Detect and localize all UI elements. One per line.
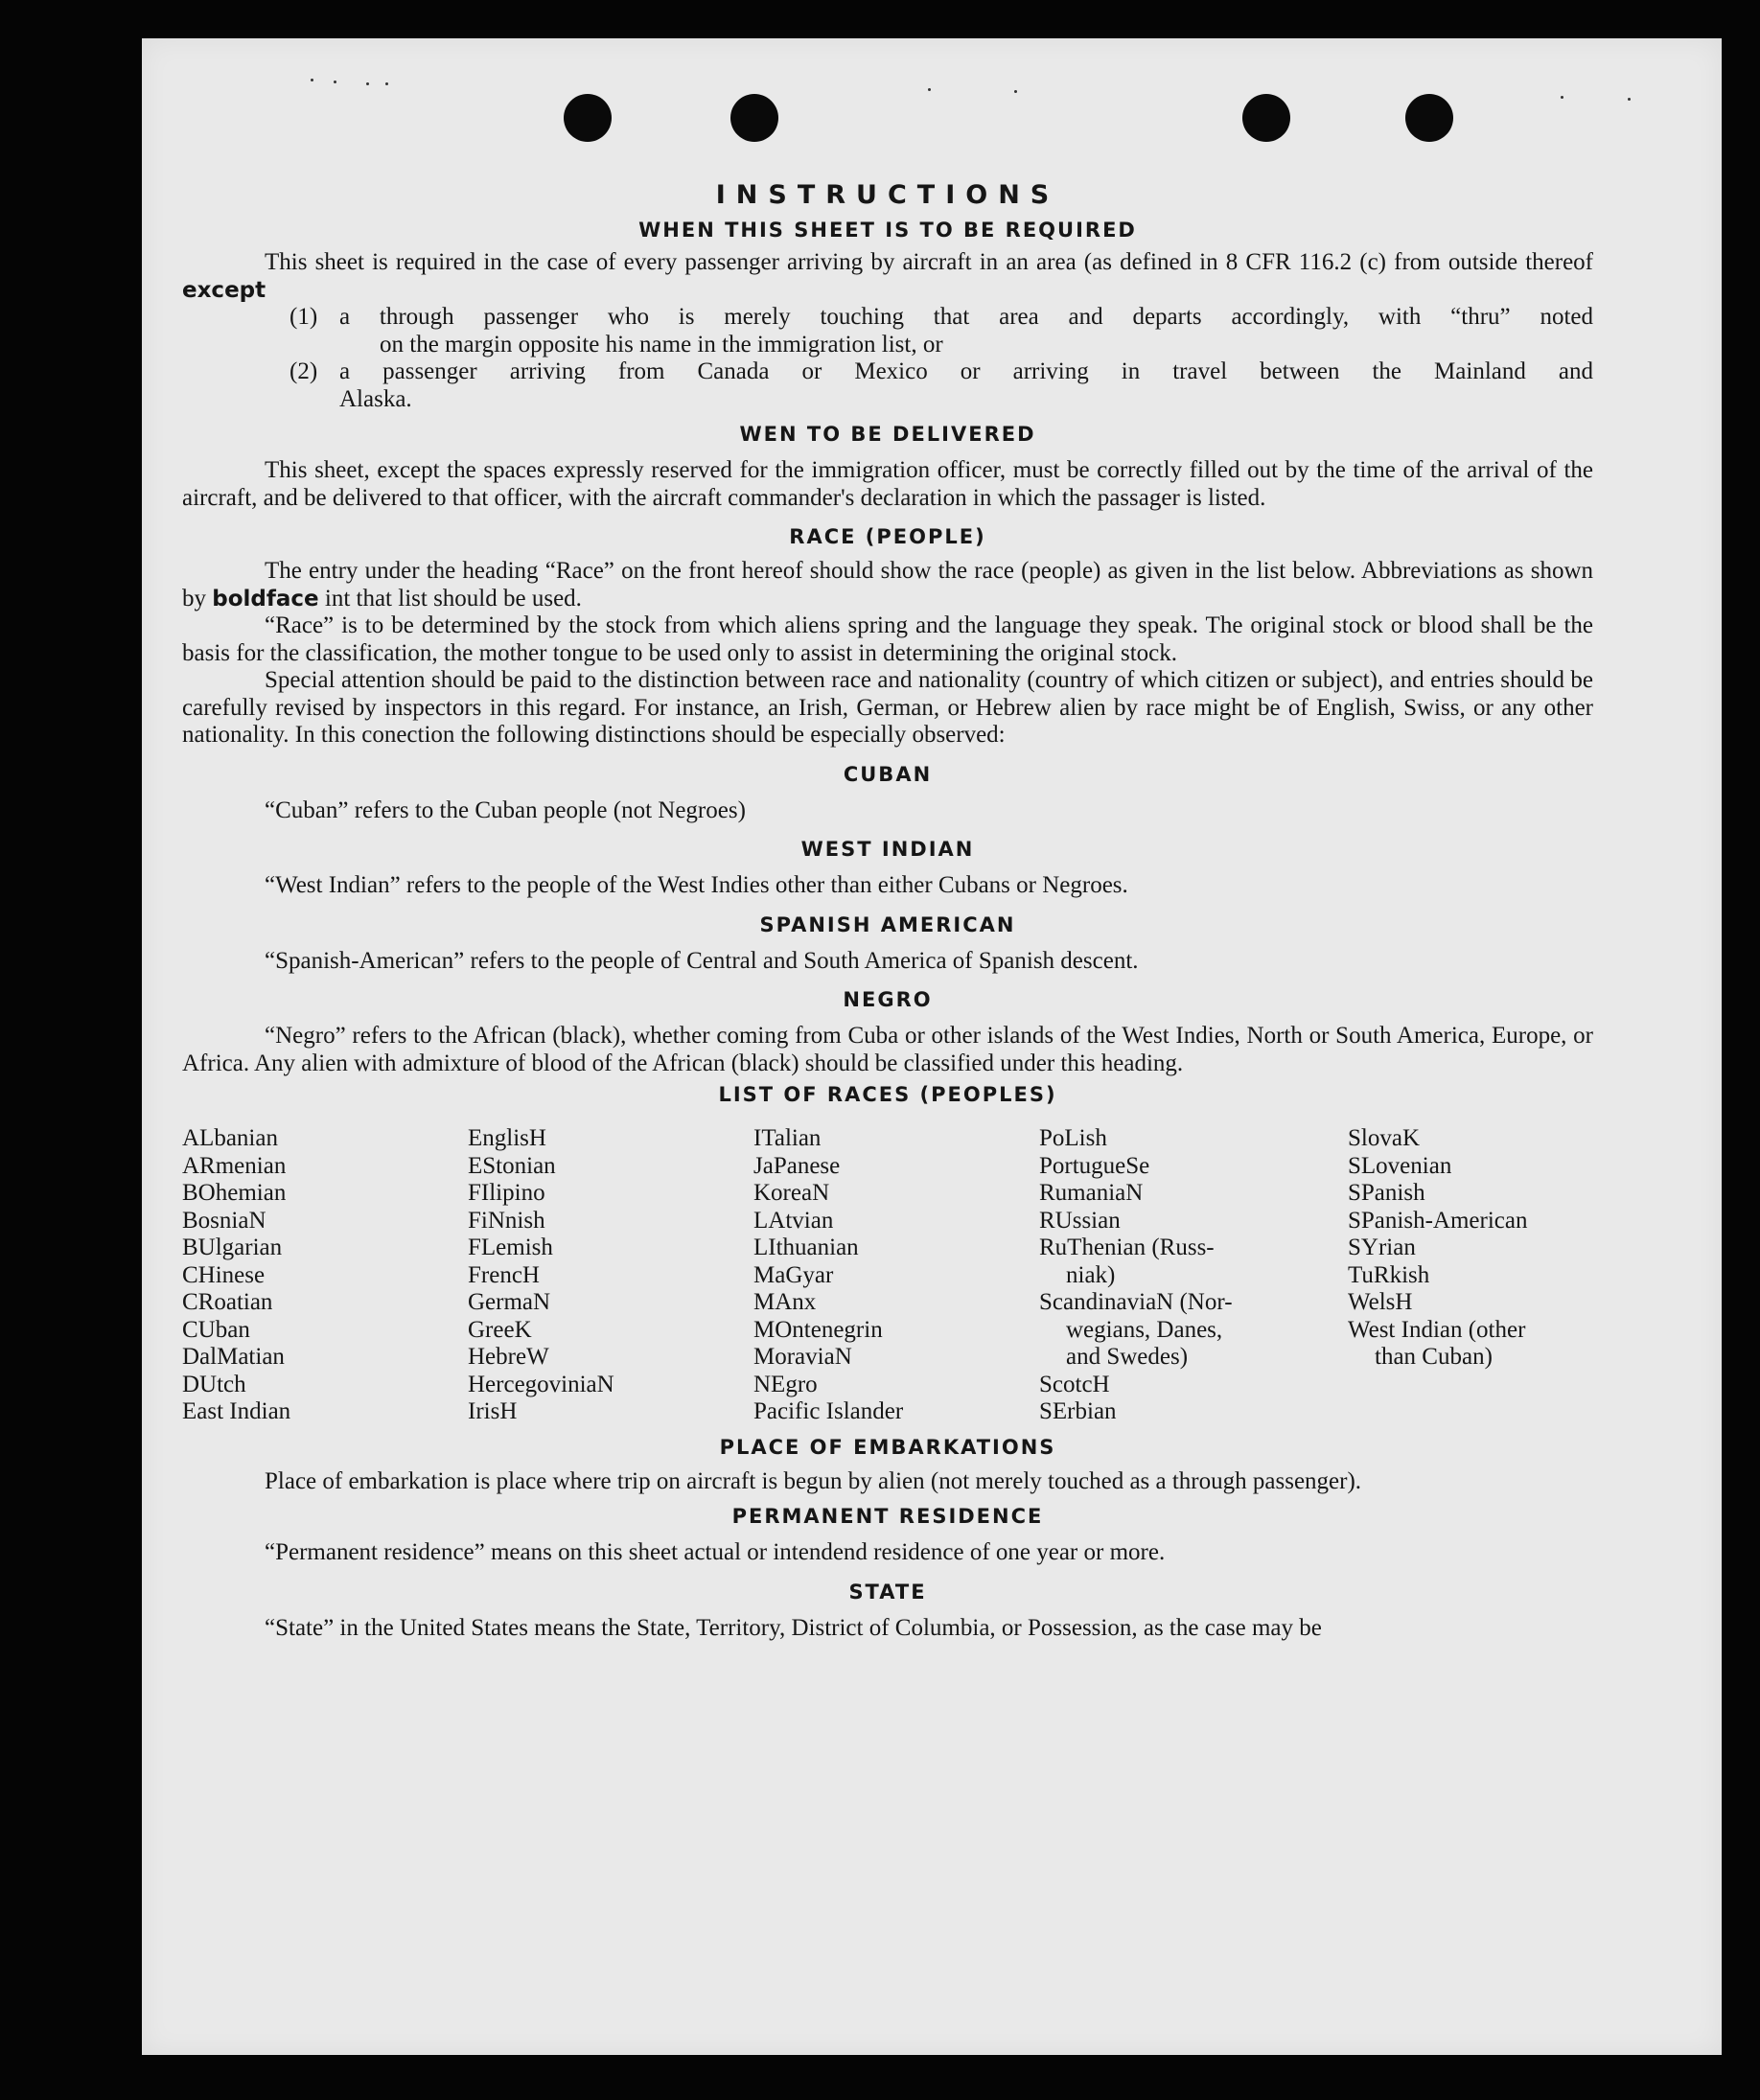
heading-west-indian: WEST INDIAN	[800, 838, 975, 861]
residence-text: “Permanent residence” means on this sheet actual or intendend residence of one year or more.	[265, 1539, 1166, 1565]
race-text-1: The entry under the heading “Race” on the front hereof should show the race (people) as given in the list below. Abbreviations as shown by boldface int that list should be used.	[182, 558, 1593, 612]
negro-text: “Negro” refers to the African (black), whether coming from Cuba or other islands of the West Indies, North or South America, Europe, or Africa. Any alien with admixture of blood of the African (black) should be classified under this heading.	[182, 1023, 1593, 1076]
page-title: INSTRUCTIONS	[715, 180, 1060, 210]
punch-hole	[1242, 94, 1290, 142]
race-item: SLovenian	[1348, 1152, 1452, 1179]
race-item: MOntenegrin	[753, 1316, 883, 1343]
race-item: HebreW	[468, 1344, 549, 1370]
race-item: BOhemian	[182, 1180, 287, 1206]
race-item: RUssian	[1039, 1207, 1121, 1234]
heading-negro: NEGRO	[843, 988, 933, 1011]
speck	[1014, 90, 1017, 93]
document-sheet	[142, 38, 1722, 2055]
heading-race: RACE (PEOPLE)	[789, 525, 986, 548]
race-item: PortugueSe	[1039, 1152, 1150, 1179]
cuban-text: “Cuban” refers to the Cuban people (not Negroes)	[265, 796, 746, 823]
race-item: FrencH	[468, 1261, 540, 1288]
race-text-2: “Race” is to be determined by the stock from which aliens spring and the language they speak. The original stock or blood shall be the basis for the classification, the mother tongue to be used only to assist in determining the original stock.	[182, 612, 1593, 666]
race-item: SPanish-American	[1348, 1207, 1528, 1234]
race-item: MaGyar	[753, 1261, 834, 1288]
race-item: East Indian	[182, 1398, 291, 1424]
boldface-bold: boldface	[212, 586, 319, 612]
races-column	[1348, 1125, 1587, 1426]
list-item: (2) a passenger arriving from Canada or Mexico or arriving in travel between the Mainland and	[289, 358, 1593, 384]
race-item: RumaniaN	[1039, 1180, 1144, 1206]
race-item: West Indian (other	[1348, 1316, 1526, 1343]
speck	[385, 82, 388, 85]
race-item: IrisH	[468, 1398, 518, 1424]
race-item: ALbanian	[182, 1125, 278, 1151]
race-item: EStonian	[468, 1152, 556, 1179]
race-item: MAnx	[753, 1289, 817, 1315]
race-item: FIlipino	[468, 1180, 545, 1206]
state-text: “State” in the United States means the State, Territory, District of Columbia, or Possession, as the case may be	[265, 1614, 1322, 1641]
race-item: PoLish	[1039, 1125, 1107, 1151]
heading-list-of-races: LIST OF RACES (PEOPLES)	[718, 1083, 1057, 1106]
races-column	[1039, 1125, 1348, 1426]
race-item: ScotcH	[1039, 1371, 1110, 1397]
speck	[311, 79, 313, 81]
races-column	[182, 1125, 468, 1426]
race-item: GreeK	[468, 1316, 532, 1343]
race-item: and Swedes)	[1066, 1344, 1189, 1370]
race-item: SErbian	[1039, 1398, 1117, 1424]
except-bold: except	[182, 277, 266, 303]
races-column	[468, 1125, 753, 1426]
speck	[366, 82, 369, 85]
race-item: FLemish	[468, 1235, 553, 1260]
race-item: niak)	[1066, 1261, 1116, 1288]
spanish-american-text: “Spanish-American” refers to the people of Central and South America of Spanish descent.	[265, 947, 1139, 974]
race-item: LAtvian	[753, 1207, 834, 1234]
list-item-continuation: on the margin opposite his name in the immigration list, or	[380, 331, 943, 358]
punch-hole	[730, 94, 778, 142]
speck	[928, 88, 931, 91]
race-item: Pacific Islander	[753, 1398, 904, 1424]
delivered-text: This sheet, except the spaces expressly reserved for the immigration officer, must be correctly filled out by the time of the arrival of the aircraft, and be delivered to that officer, with the aircraft commander's declaration in which the passager is listed.	[182, 457, 1593, 511]
instructions-content	[182, 182, 1593, 1642]
race-item: FiNnish	[468, 1207, 545, 1234]
heading-spanish-american: SPANISH AMERICAN	[759, 912, 1016, 936]
heading-embarkation: PLACE OF EMBARKATIONS	[719, 1435, 1056, 1459]
required-text: This sheet is required in the case of every passenger arriving by aircraft in an area (as defined in 8 CFR 116.2 (c) from outside thereof except	[182, 249, 1593, 303]
heading-required: WHEN THIS SHEET IS TO BE REQUIRED	[638, 219, 1137, 242]
speck	[1628, 98, 1631, 101]
race-item: ScandinaviaN (Nor-	[1039, 1289, 1233, 1315]
race-item: JaPanese	[753, 1152, 841, 1179]
race-item: RuThenian (Russ-	[1039, 1235, 1215, 1260]
race-item: WelsH	[1348, 1289, 1413, 1315]
punch-hole	[564, 94, 612, 142]
race-item: wegians, Danes,	[1066, 1316, 1223, 1343]
race-item: SlovaK	[1348, 1125, 1420, 1151]
race-item: BUlgarian	[182, 1235, 283, 1260]
west-indian-text: “West Indian” refers to the people of the West Indies other than either Cubans or Negroes.	[265, 872, 1128, 898]
punch-hole	[1405, 94, 1453, 142]
races-list	[182, 1125, 1593, 1426]
race-item: HercegoviniaN	[468, 1371, 614, 1397]
race-item: CUban	[182, 1316, 250, 1343]
list-item-continuation: Alaska.	[339, 385, 412, 412]
race-item: SPanish	[1348, 1180, 1425, 1206]
races-column	[753, 1125, 1039, 1426]
race-item: ARmenian	[182, 1152, 287, 1179]
speck	[1561, 96, 1563, 99]
race-item: DUtch	[182, 1371, 246, 1397]
race-text-3: Special attention should be paid to the distinction between race and nationality (country of which citizen or subject), and entries should be carefully revised by inspectors in this regard. For instance, an Irish, German, or Hebrew alien by race might be of English, Swiss, or any other nationality. In this conection the following distinctions should be especially observed:	[182, 667, 1593, 748]
race-item: TuRkish	[1348, 1261, 1430, 1288]
heading-cuban: CUBAN	[843, 762, 933, 786]
race-item: LIthuanian	[753, 1235, 859, 1260]
list-item: (1) a through passenger who is merely touching that area and departs accordingly, with “thru” noted	[289, 304, 1593, 330]
race-item: MoraviaN	[753, 1344, 852, 1370]
race-item: than Cuban)	[1375, 1344, 1493, 1370]
race-item: DalMatian	[182, 1344, 285, 1370]
race-item: EnglisH	[468, 1125, 546, 1151]
race-item: GermaN	[468, 1289, 551, 1315]
race-item: CHinese	[182, 1261, 266, 1288]
race-item: BosniaN	[182, 1207, 266, 1234]
race-item: NEgro	[753, 1371, 818, 1397]
heading-permanent-residence: PERMANENT RESIDENCE	[731, 1505, 1044, 1528]
heading-state: STATE	[848, 1580, 927, 1604]
race-item: ITalian	[753, 1125, 822, 1151]
speck	[334, 81, 336, 83]
race-item: CRoatian	[182, 1289, 273, 1315]
race-item: SYrian	[1348, 1235, 1416, 1260]
embarkation-text: Place of embarkation is place where trip on aircraft is begun by alien (not merely touched as a through passenger).	[265, 1467, 1362, 1494]
race-item: KoreaN	[753, 1180, 830, 1206]
heading-delivered: WEN TO BE DELIVERED	[739, 423, 1036, 446]
